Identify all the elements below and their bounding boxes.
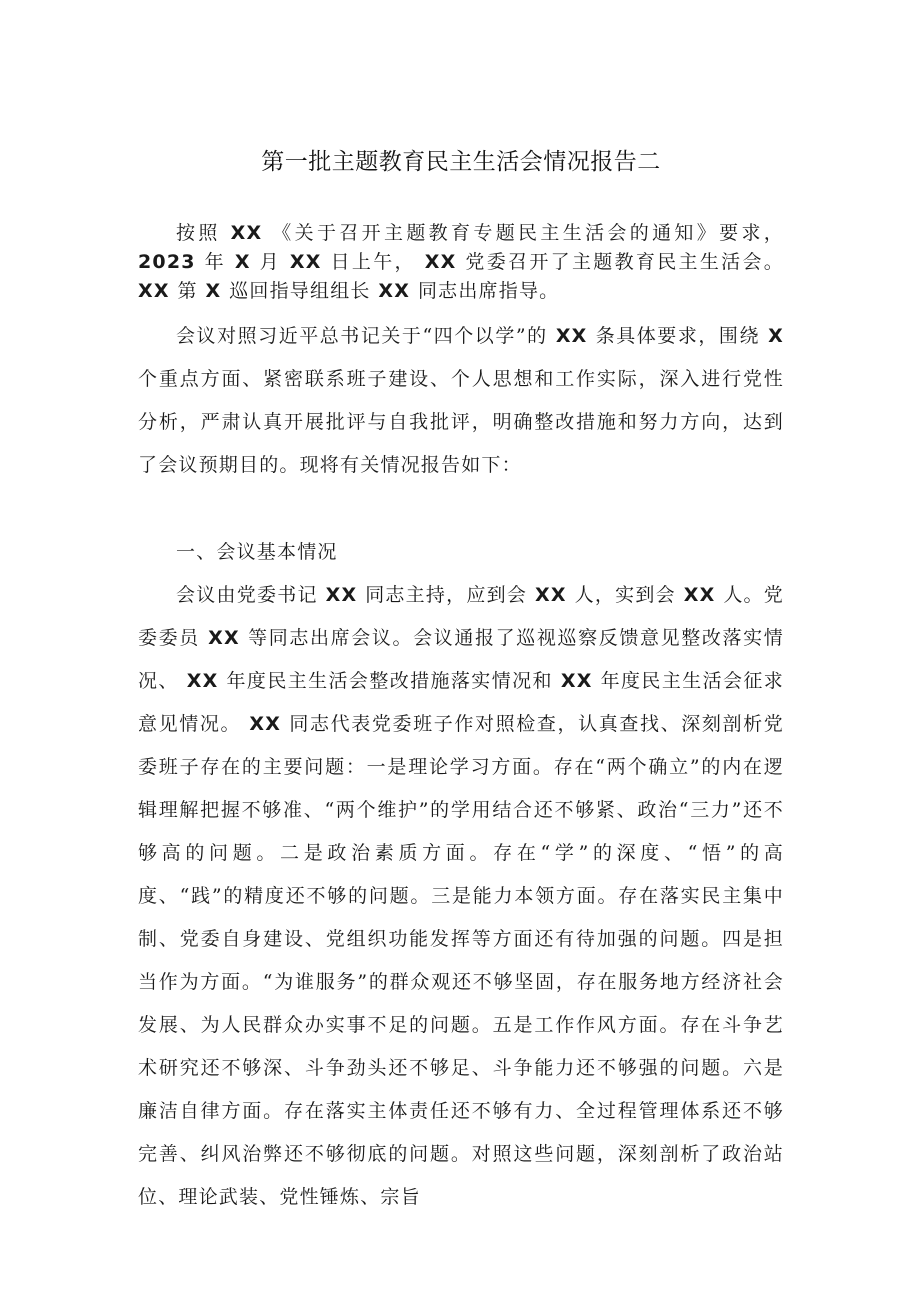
placeholder-value: XX: [220, 222, 273, 244]
placeholder-value: XX: [178, 670, 227, 692]
paragraph-basic-situation: 会议由党委书记 XX 同志主持，应到会 XX 人，实到会 XX 人。党委委员 XX 等同志出席会议。会议通报了巡视巡察反馈意见整改落实情况、 XX 年度民主生活会整改措施落实情况和 XX 年度民主生活会征求意见情况。 XX 同志代表党委班子作对照检查，认真查找、深刻剖析党委班子存在的主要问题：一是理论学习方面。存在“两个确立”的内在逻辑理解把握不够准、“两个维护”的学用结合还不够紧、政治“三力”还不够高的问题。二是政治素质方面。存在“学”的深度、“悟”的高度、“践”的精度还不够的问题。三是能力本领方面。存在落实民主集中制、党委自身建设、党组织功能发挥等方面还有待加强的问题。四是担当作为方面。“为谁服务”的群众观还不够坚固，存在服务地方经济社会发展、为人民群众办实事不足的问题。五是工作作风方面。存在斗争艺术研究还不够深、斗争劲头还不够足、斗争能力还不够强的问题。六是廉洁自律方面。存在落实主体责任还不够有力、全过程管理体系还不够完善、纠风治弊还不够彻底的问题。对照这些问题，深刻剖析了政治站位、理论武装、党性锤炼、宗旨: [138, 584, 785, 1208]
placeholder-value: XX: [281, 251, 331, 273]
placeholder-value: XX: [675, 584, 724, 606]
placeholder-value: X: [760, 325, 785, 347]
paragraph-intro: 按照 XX 《关于召开主题教育专题民主生活会的通知》要求， 2023 年 X 月 XX 日上午， XX 党委召开了主题教育民主生活会。 XX 第 X 巡回指导组组长 XX 同志出席指导。: [138, 222, 785, 302]
placeholder-value: XX: [552, 670, 601, 692]
placeholder-value: XX: [317, 584, 366, 606]
placeholder-value: X: [225, 251, 260, 273]
placeholder-value: XX: [370, 280, 418, 302]
placeholder-value: 2023: [138, 251, 205, 273]
placeholder-value: XX: [199, 627, 249, 649]
placeholder-value: XX: [547, 325, 596, 347]
placeholder-value: XX: [527, 584, 575, 606]
paragraph-overview: 会议对照习近平总书记关于“四个以学”的 XX 条具体要求，围绕 X 个重点方面、紧密联系班子建设、个人思想和工作实际，深入进行党性分析，严肃认真开展批评与自我批评，明确整改措施和努力方向，达到了会议预期目的。现将有关情况报告如下：: [138, 325, 785, 476]
placeholder-value: XX: [241, 713, 290, 735]
placeholder-value: X: [197, 280, 230, 302]
section-heading: 一、会议基本情况: [176, 541, 338, 563]
placeholder-value: XX: [415, 251, 466, 273]
document-title: 第一批主题教育民主生活会情况报告二: [261, 149, 661, 175]
placeholder-value: XX: [138, 280, 178, 302]
